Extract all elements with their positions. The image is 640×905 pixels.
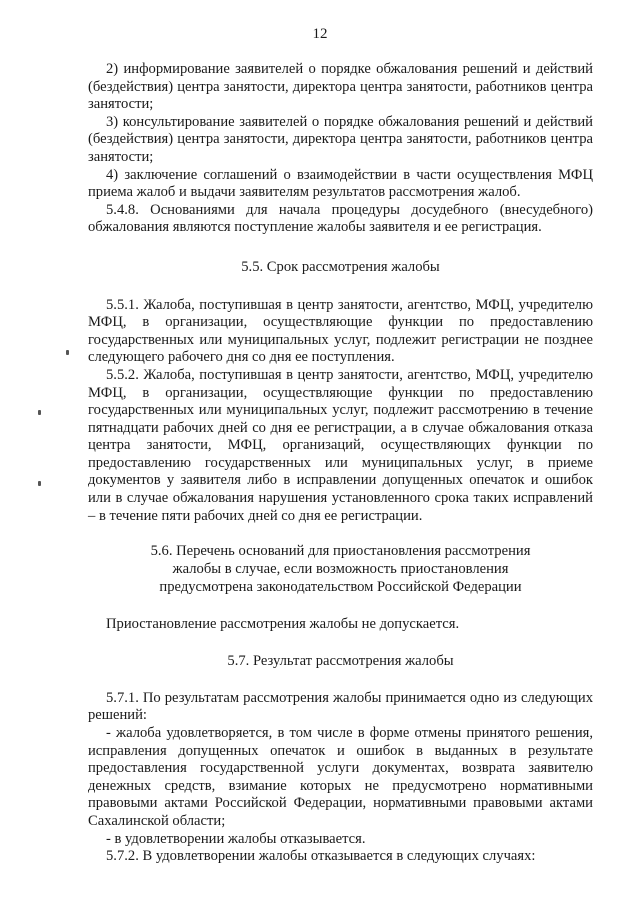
page-number: 12 xyxy=(312,26,328,42)
heading-line: предусмотрена законодательством Российской Федерации xyxy=(159,578,522,595)
section-heading-5-5: 5.5. Срок рассмотрения жалобы xyxy=(241,258,440,275)
document-body xyxy=(88,61,593,866)
section-heading-5-7: 5.7. Результат рассмотрения жалобы xyxy=(227,653,454,670)
scan-mark xyxy=(38,410,41,415)
heading-line: жалобы в случае, если возможность приостановления xyxy=(172,561,509,578)
paragraph: 2) информирование заявителей о порядке обжалования решений и действий (бездействия) центра занятости, директора центра занятости, работников центра занятости; xyxy=(88,61,593,113)
paragraph: - жалоба удовлетворяется, в том числе в форме отмены принятого решения, исправления допущенных опечаток и ошибок в выданных в результате предоставления государственной услуги документах, возврата заявителю денежных средств, взимание которых не предусмотрено нормативными правовыми актами Российской Федерации, нормативными правовыми актами Сахалинской области; xyxy=(88,725,593,829)
section-heading-5-6 xyxy=(88,543,593,596)
paragraph: Приостановление рассмотрения жалобы не допускается. xyxy=(106,615,460,632)
paragraph: 5.5.1. Жалоба, поступившая в центр занятости, агентство, МФЦ, учредителю МФЦ, в организации, осуществляющие функции по предоставлению государственных или муниципальных услуг, подлежит регистрации не позднее следующего рабочего дня со дня ее поступления. xyxy=(88,296,593,366)
paragraph: 5.4.8. Основаниями для начала процедуры досудебного (внесудебного) обжалования являются поступление жалобы заявителя и ее регистрация. xyxy=(88,201,593,236)
paragraph: 3) консультирование заявителей о порядке обжалования решений и действий (бездействия) центра занятости, директора центра занятости, работников центра занятости; xyxy=(88,113,593,165)
scan-mark xyxy=(66,350,69,355)
paragraph: 5.5.2. Жалоба, поступившая в центр занятости, агентство, МФЦ, учредителю МФЦ, в организации, осуществляющие функции по предоставлению государственных или муниципальных услуг, подлежит рассмотрению в течение пятнадцати рабочих дней со дня ее регистрации, а в случае обжалования отказа центра занятости, МФЦ, организаций, осуществляющих функции по предоставлению государственных или муниципальных услуг, в приеме документов у заявителя либо в исправлении допущенных опечаток и ошибок или в случае обжалования нарушения установленного срока таких исправлений – в течение пяти рабочих дней со дня ее регистрации. xyxy=(88,366,593,524)
paragraph: 4) заключение соглашений о взаимодействии в части осуществления МФЦ приема жалоб и выдачи заявителям результатов рассмотрения жалоб. xyxy=(88,166,593,201)
scan-mark xyxy=(38,481,41,486)
paragraph: 5.7.1. По результатам рассмотрения жалобы принимается одно из следующих решений: xyxy=(88,689,593,724)
paragraph: 5.7.2. В удовлетворении жалобы отказывается в следующих случаях: xyxy=(106,848,536,865)
paragraph: - в удовлетворении жалобы отказывается. xyxy=(106,830,366,847)
heading-line: 5.6. Перечень оснований для приостановления рассмотрения xyxy=(150,543,531,560)
